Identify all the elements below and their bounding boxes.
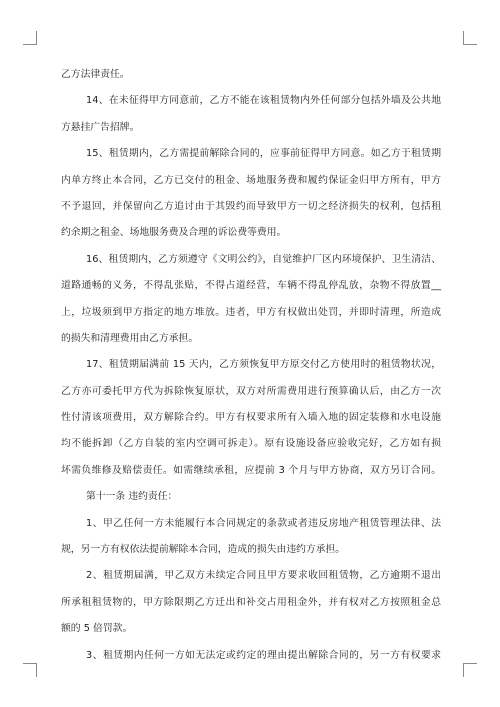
text-line: 性付清该项费用，双方解除合约。甲方有权要求所有入墙入地的固定装修和水电设施 [61, 412, 441, 424]
crop-mark-bottom-right [463, 663, 477, 677]
text-line: 15、租赁期内，乙方需提前解除合同的，应事前征得甲方同意。如乙方于租赁期 [86, 148, 441, 160]
text-line: 所承租租赁物的，甲方除限期乙方迁出和补交占用租金外，并有权对乙方按照租金总 [61, 596, 441, 608]
text-line: 3、租赁期内任何一方如无法定或约定的理由提出解除合同的，另一方有权要求 [86, 649, 441, 661]
crop-mark-bottom-left [23, 663, 37, 677]
crop-mark-top-right [463, 31, 477, 45]
section-heading: 第十一条 违约责任： [86, 491, 178, 503]
text-line: 道路通畅的义务，不得乱张贴，不得占道经营，车辆不得乱停乱放，杂物不得放置__ [61, 280, 441, 292]
text-line: 额的 5 倍罚款。 [61, 623, 133, 635]
text-line: 上，垃圾须到甲方指定的地方堆放。违者，甲方有权做出处罚，并即时清理，所造成 [61, 306, 441, 318]
text-line: 规，另一方有权依法提前解除本合同，造成的损失由违约方承担。 [61, 544, 346, 556]
paragraph-continuation [61, 62, 441, 88]
text-line: 乙方亦可委托甲方代为拆除恢复原状，双方对所需费用进行预算确认后，由乙方一次 [61, 385, 441, 397]
text-line: 的损失和清理费用由乙方承担。 [61, 332, 199, 344]
paragraph-clause-14 [61, 88, 441, 141]
paragraph-breach-1 [61, 511, 441, 564]
text-line: 方悬挂广告招牌。 [61, 121, 140, 133]
text-line: 约余期之租金、场地服务费及合理的诉讼费等费用。 [61, 227, 287, 239]
text-line: 坏需负维修及赔偿责任。如需继续承租，应提前 3 个月与甲方协商，双方另订合同。 [61, 464, 441, 476]
text-line: 乙方法律责任。 [61, 69, 130, 80]
text-line: 17、租赁期届满前 15 天内，乙方须恢复甲方原交付乙方使用时的租赁物状况， [86, 359, 441, 371]
paragraph-clause-17 [61, 352, 441, 484]
text-line: 均不能拆卸（乙方自装的室内空调可拆走）。原有设施设备应验收完好，乙方如有损 [61, 438, 441, 450]
text-line: 14、在未征得甲方同意前，乙方不能在该租赁物内外任何部分包括外墙及公共地 [86, 95, 441, 107]
text-line: 2、租赁期届满，甲乙双方未续定合同且甲方要求收回租赁物，乙方逾期不退出 [86, 570, 441, 582]
text-line: 1、甲乙任何一方未能履行本合同规定的条款或者违反房地产租赁管理法律、法 [86, 517, 441, 529]
text-line: 不予退回，并保留向乙方追讨由于其毁约而导致甲方一切之经济损失的权利，包括租 [61, 200, 441, 212]
document-body [61, 62, 441, 669]
crop-mark-top-left [23, 31, 37, 45]
section-heading-article-11 [61, 484, 441, 510]
text-line: 内单方终止本合同，乙方已交付的租金、场地服务费和履约保证金归甲方所有，甲方 [61, 174, 441, 186]
paragraph-breach-3 [61, 643, 441, 669]
paragraph-clause-15 [61, 141, 441, 247]
paragraph-breach-2 [61, 563, 441, 642]
text-line: 16、租赁期内，乙方须遵守《文明公约》，自觉维护厂区内环境保护、卫生清洁、 [86, 253, 441, 265]
paragraph-clause-16 [61, 247, 441, 353]
